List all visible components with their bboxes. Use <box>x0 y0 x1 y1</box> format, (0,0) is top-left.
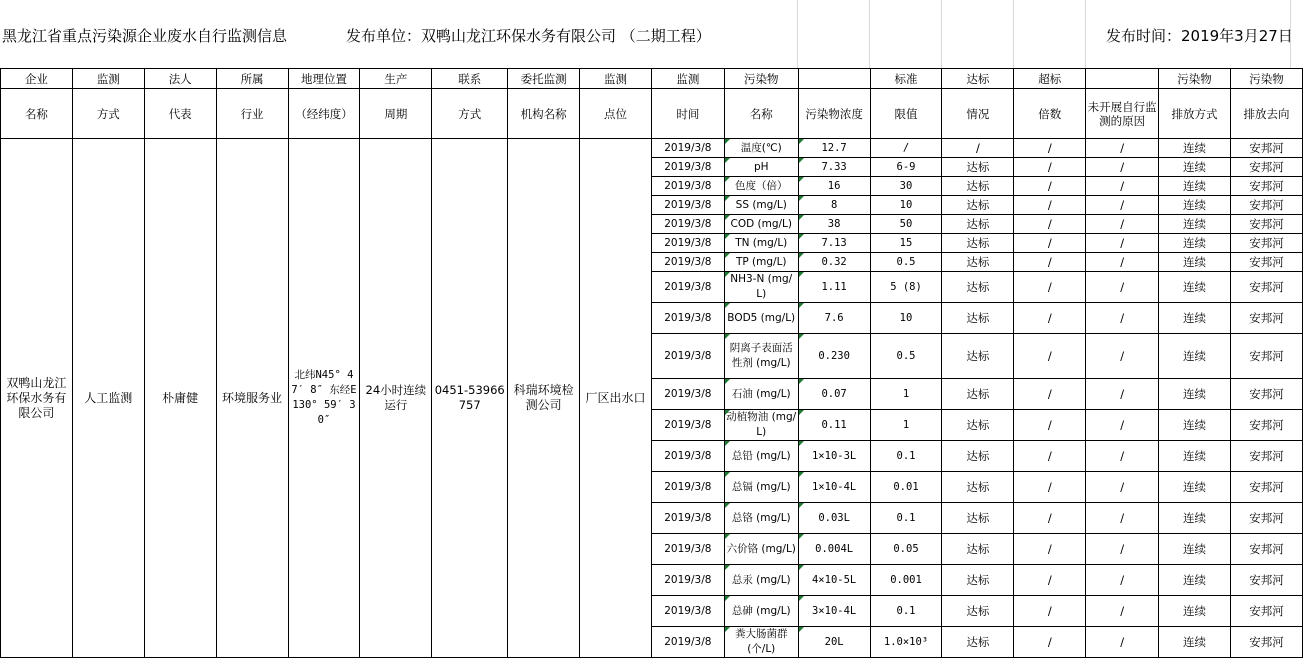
exceed-cell[interactable]: / <box>1014 627 1086 658</box>
time-cell[interactable]: 2019/3/8 <box>651 410 724 441</box>
pollutant-cell[interactable]: COD (mg/L) <box>724 215 798 234</box>
reason-cell[interactable]: / <box>1086 334 1159 379</box>
discharge-dest-cell[interactable]: 安邦河 <box>1230 334 1302 379</box>
discharge-mode-cell[interactable]: 连续 <box>1159 334 1231 379</box>
discharge-mode-cell[interactable]: 连续 <box>1159 379 1231 410</box>
discharge-dest-cell[interactable]: 安邦河 <box>1230 503 1302 534</box>
reason-cell[interactable]: / <box>1086 627 1159 658</box>
time-cell[interactable]: 2019/3/8 <box>651 627 724 658</box>
gridline <box>941 0 942 68</box>
exceed-cell[interactable]: / <box>1014 410 1086 441</box>
pollutant-cell[interactable]: pH <box>724 158 798 177</box>
discharge-dest-cell[interactable]: 安邦河 <box>1230 410 1302 441</box>
limit-cell[interactable]: 1.0×10³ <box>870 627 942 658</box>
discharge-mode-cell[interactable]: 连续 <box>1159 158 1231 177</box>
discharge-dest-cell[interactable]: 安邦河 <box>1230 215 1302 234</box>
discharge-mode-cell[interactable]: 连续 <box>1159 503 1231 534</box>
header-cell-top[interactable]: 生产 <box>360 69 432 89</box>
header-cell-top[interactable] <box>1086 69 1159 89</box>
legal-rep-cell[interactable]: 朴庸健 <box>144 139 216 658</box>
limit-cell[interactable]: 0.1 <box>870 503 942 534</box>
concentration-cell[interactable]: 0.03L <box>798 503 870 534</box>
discharge-dest-cell[interactable]: 安邦河 <box>1230 534 1302 565</box>
header-cell-bottom[interactable]: 限值 <box>870 89 942 139</box>
concentration-cell[interactable]: 4×10-5L <box>798 565 870 596</box>
header-cell-top[interactable]: 监测 <box>651 69 724 89</box>
time-cell[interactable]: 2019/3/8 <box>651 303 724 334</box>
reason-cell[interactable]: / <box>1086 379 1159 410</box>
pollutant-cell[interactable]: 总镉 (mg/L) <box>724 472 798 503</box>
header-cell-bottom[interactable]: 时间 <box>651 89 724 139</box>
table-row <box>1 139 1303 158</box>
time-cell[interactable]: 2019/3/8 <box>651 253 724 272</box>
limit-cell[interactable]: 0.001 <box>870 565 942 596</box>
discharge-mode-cell[interactable]: 连续 <box>1159 627 1231 658</box>
discharge-mode-cell[interactable]: 连续 <box>1159 410 1231 441</box>
time-cell[interactable]: 2019/3/8 <box>651 534 724 565</box>
reason-cell[interactable]: / <box>1086 139 1159 158</box>
pollutant-cell[interactable]: 粪大肠菌群 (个/L) <box>724 627 798 658</box>
concentration-cell[interactable]: 0.32 <box>798 253 870 272</box>
status-cell[interactable]: 达标 <box>942 534 1014 565</box>
gridline <box>797 0 798 68</box>
pollutant-cell[interactable]: BOD5 (mg/L) <box>724 303 798 334</box>
reason-cell[interactable]: / <box>1086 158 1159 177</box>
exceed-cell[interactable]: / <box>1014 215 1086 234</box>
header-cell-top[interactable]: 污染物 <box>1230 69 1302 89</box>
concentration-cell[interactable]: 7.6 <box>798 303 870 334</box>
concentration-cell[interactable]: 1×10-4L <box>798 472 870 503</box>
reason-cell[interactable]: / <box>1086 503 1159 534</box>
pollutant-cell[interactable]: 六价铬 (mg/L) <box>724 534 798 565</box>
discharge-mode-cell[interactable]: 连续 <box>1159 272 1231 303</box>
pollutant-cell[interactable]: 总汞 (mg/L) <box>724 565 798 596</box>
reason-cell[interactable]: / <box>1086 565 1159 596</box>
concentration-cell[interactable]: 12.7 <box>798 139 870 158</box>
discharge-dest-cell[interactable]: 安邦河 <box>1230 303 1302 334</box>
limit-cell[interactable]: 6-9 <box>870 158 942 177</box>
reason-cell[interactable]: / <box>1086 441 1159 472</box>
status-cell[interactable]: 达标 <box>942 503 1014 534</box>
concentration-cell[interactable]: 1×10-3L <box>798 441 870 472</box>
status-cell[interactable]: 达标 <box>942 441 1014 472</box>
discharge-dest-cell[interactable]: 安邦河 <box>1230 158 1302 177</box>
discharge-mode-cell[interactable]: 连续 <box>1159 234 1231 253</box>
header-cell-top[interactable]: 标准 <box>870 69 942 89</box>
exceed-cell[interactable]: / <box>1014 503 1086 534</box>
location-cell[interactable]: 北纬N45° 47′ 8″ 东经E130° 59′ 30″ <box>288 139 360 658</box>
exceed-cell[interactable]: / <box>1014 596 1086 627</box>
header-cell-top[interactable]: 超标 <box>1014 69 1086 89</box>
discharge-dest-cell[interactable]: 安邦河 <box>1230 472 1302 503</box>
status-cell[interactable]: 达标 <box>942 272 1014 303</box>
limit-cell[interactable]: 1 <box>870 379 942 410</box>
reason-cell[interactable]: / <box>1086 534 1159 565</box>
header-cell-bottom[interactable]: 方式 <box>72 89 144 139</box>
time-cell[interactable]: 2019/3/8 <box>651 272 724 303</box>
pollutant-cell[interactable]: NH3-N (mg/L) <box>724 272 798 303</box>
discharge-dest-cell[interactable]: 安邦河 <box>1230 596 1302 627</box>
time-cell[interactable]: 2019/3/8 <box>651 139 724 158</box>
header-cell-bottom[interactable]: 倍数 <box>1014 89 1086 139</box>
status-cell[interactable]: 达标 <box>942 334 1014 379</box>
header-cell-bottom[interactable]: 机构名称 <box>508 89 580 139</box>
concentration-cell[interactable]: 7.13 <box>798 234 870 253</box>
header-cell-bottom[interactable]: 情况 <box>942 89 1014 139</box>
exceed-cell[interactable]: / <box>1014 177 1086 196</box>
pollutant-cell[interactable]: 色度（倍） <box>724 177 798 196</box>
discharge-dest-cell[interactable]: 安邦河 <box>1230 139 1302 158</box>
exceed-cell[interactable]: / <box>1014 139 1086 158</box>
exceed-cell[interactable]: / <box>1014 196 1086 215</box>
pollutant-cell[interactable]: 石油 (mg/L) <box>724 379 798 410</box>
time-cell[interactable]: 2019/3/8 <box>651 565 724 596</box>
status-cell[interactable]: 达标 <box>942 253 1014 272</box>
reason-cell[interactable]: / <box>1086 410 1159 441</box>
concentration-cell[interactable]: 38 <box>798 215 870 234</box>
header-cell-top[interactable]: 联系 <box>432 69 508 89</box>
reason-cell[interactable]: / <box>1086 472 1159 503</box>
header-row-1 <box>1 69 1303 89</box>
discharge-dest-cell[interactable]: 安邦河 <box>1230 234 1302 253</box>
concentration-cell[interactable]: 0.230 <box>798 334 870 379</box>
limit-cell[interactable]: 0.1 <box>870 596 942 627</box>
discharge-mode-cell[interactable]: 连续 <box>1159 139 1231 158</box>
pollutant-cell[interactable]: 温度(℃) <box>724 139 798 158</box>
exceed-cell[interactable]: / <box>1014 158 1086 177</box>
publisher: 发布单位：双鸭山龙江环保水务有限公司 （二期工程） <box>346 27 711 45</box>
exceed-cell[interactable]: / <box>1014 565 1086 596</box>
header-cell-top[interactable]: 污染物 <box>724 69 798 89</box>
limit-cell[interactable]: 0.1 <box>870 441 942 472</box>
pollutant-cell[interactable]: 总铬 (mg/L) <box>724 503 798 534</box>
time-cell[interactable]: 2019/3/8 <box>651 379 724 410</box>
monitoring-table <box>0 68 1303 658</box>
discharge-mode-cell[interactable]: 连续 <box>1159 303 1231 334</box>
gridline <box>869 0 870 68</box>
pollutant-cell[interactable]: 总砷 (mg/L) <box>724 596 798 627</box>
limit-cell[interactable]: 1 <box>870 410 942 441</box>
discharge-dest-cell[interactable]: 安邦河 <box>1230 565 1302 596</box>
discharge-dest-cell[interactable]: 安邦河 <box>1230 272 1302 303</box>
exceed-cell[interactable]: / <box>1014 272 1086 303</box>
status-cell[interactable]: 达标 <box>942 596 1014 627</box>
header-cell-bottom[interactable]: 污染物浓度 <box>798 89 870 139</box>
status-cell[interactable]: 达标 <box>942 196 1014 215</box>
discharge-mode-cell[interactable]: 连续 <box>1159 253 1231 272</box>
header-cell-bottom[interactable]: 行业 <box>216 89 288 139</box>
gridline <box>1013 0 1014 68</box>
limit-cell[interactable]: 10 <box>870 303 942 334</box>
exceed-cell[interactable]: / <box>1014 253 1086 272</box>
reason-cell[interactable]: / <box>1086 215 1159 234</box>
header-cell-bottom[interactable]: 方式 <box>432 89 508 139</box>
limit-cell[interactable]: 0.05 <box>870 534 942 565</box>
concentration-cell[interactable]: 0.07 <box>798 379 870 410</box>
concentration-cell[interactable]: 8 <box>798 196 870 215</box>
header-cell-bottom[interactable]: 点位 <box>580 89 652 139</box>
industry-cell[interactable]: 环境服务业 <box>216 139 288 658</box>
time-cell[interactable]: 2019/3/8 <box>651 177 724 196</box>
discharge-mode-cell[interactable]: 连续 <box>1159 534 1231 565</box>
header-cell-top[interactable]: 达标 <box>942 69 1014 89</box>
discharge-dest-cell[interactable]: 安邦河 <box>1230 627 1302 658</box>
header-cell-top[interactable]: 监测 <box>72 69 144 89</box>
concentration-cell[interactable]: 0.004L <box>798 534 870 565</box>
status-cell[interactable]: 达标 <box>942 472 1014 503</box>
limit-cell[interactable]: 10 <box>870 196 942 215</box>
limit-cell[interactable]: 5 (8) <box>870 272 942 303</box>
pollutant-cell[interactable]: 总铅 (mg/L) <box>724 441 798 472</box>
concentration-cell[interactable]: 16 <box>798 177 870 196</box>
status-cell[interactable]: 达标 <box>942 177 1014 196</box>
time-cell[interactable]: 2019/3/8 <box>651 334 724 379</box>
time-cell[interactable]: 2019/3/8 <box>651 215 724 234</box>
status-cell[interactable]: 达标 <box>942 215 1014 234</box>
discharge-mode-cell[interactable]: 连续 <box>1159 177 1231 196</box>
status-cell[interactable]: 达标 <box>942 379 1014 410</box>
agency-cell[interactable]: 科瑞环境检测公司 <box>508 139 580 658</box>
header-cell-bottom[interactable]: 排放去向 <box>1230 89 1302 139</box>
exceed-cell[interactable]: / <box>1014 441 1086 472</box>
cycle-cell[interactable]: 24小时连续运行 <box>360 139 432 658</box>
discharge-dest-cell[interactable]: 安邦河 <box>1230 177 1302 196</box>
status-cell[interactable]: / <box>942 139 1014 158</box>
time-cell[interactable]: 2019/3/8 <box>651 234 724 253</box>
limit-cell[interactable]: 0.5 <box>870 253 942 272</box>
discharge-mode-cell[interactable]: 连续 <box>1159 215 1231 234</box>
time-cell[interactable]: 2019/3/8 <box>651 472 724 503</box>
publish-date: 发布时间：2019年3月27日 <box>1106 27 1293 45</box>
header-cell-bottom[interactable]: 排放方式 <box>1159 89 1231 139</box>
sheet-title: 黑龙江省重点污染源企业废水自行监测信息 <box>2 27 288 45</box>
point-cell[interactable]: 厂区出水口 <box>580 139 652 658</box>
header-cell-top[interactable]: 监测 <box>580 69 652 89</box>
exceed-cell[interactable]: / <box>1014 334 1086 379</box>
discharge-mode-cell[interactable]: 连续 <box>1159 441 1231 472</box>
header-cell-top[interactable] <box>798 69 870 89</box>
time-cell[interactable]: 2019/3/8 <box>651 441 724 472</box>
header-cell-top[interactable]: 委托监测 <box>508 69 580 89</box>
header-cell-bottom[interactable]: （经纬度） <box>288 89 360 139</box>
gridline <box>1085 0 1086 68</box>
time-cell[interactable]: 2019/3/8 <box>651 158 724 177</box>
pollutant-cell[interactable]: SS (mg/L) <box>724 196 798 215</box>
header-cell-bottom[interactable]: 名称 <box>1 89 73 139</box>
pollutant-cell[interactable]: 阴离子表面活性剂 (mg/L) <box>724 334 798 379</box>
discharge-dest-cell[interactable]: 安邦河 <box>1230 379 1302 410</box>
header-cell-bottom[interactable]: 名称 <box>724 89 798 139</box>
reason-cell[interactable]: / <box>1086 303 1159 334</box>
header-cell-top[interactable]: 污染物 <box>1159 69 1231 89</box>
concentration-cell[interactable]: 1.11 <box>798 272 870 303</box>
pollutant-cell[interactable]: 动植物油 (mg/L) <box>724 410 798 441</box>
concentration-cell[interactable]: 3×10-4L <box>798 596 870 627</box>
limit-cell[interactable]: / <box>870 139 942 158</box>
company-name-cell[interactable]: 双鸭山龙江环保水务有限公司 <box>1 139 73 658</box>
exceed-cell[interactable]: / <box>1014 379 1086 410</box>
concentration-cell[interactable]: 20L <box>798 627 870 658</box>
header-cell-top[interactable]: 法人 <box>144 69 216 89</box>
time-cell[interactable]: 2019/3/8 <box>651 196 724 215</box>
status-cell[interactable]: 达标 <box>942 410 1014 441</box>
header-cell-bottom[interactable]: 未开展自行监测的原因 <box>1086 89 1159 139</box>
header-cell-bottom[interactable]: 代表 <box>144 89 216 139</box>
time-cell[interactable]: 2019/3/8 <box>651 503 724 534</box>
reason-cell[interactable]: / <box>1086 177 1159 196</box>
concentration-cell[interactable]: 0.11 <box>798 410 870 441</box>
discharge-mode-cell[interactable]: 连续 <box>1159 472 1231 503</box>
status-cell[interactable]: 达标 <box>942 234 1014 253</box>
discharge-mode-cell[interactable]: 连续 <box>1159 596 1231 627</box>
status-cell[interactable]: 达标 <box>942 565 1014 596</box>
status-cell[interactable]: 达标 <box>942 303 1014 334</box>
limit-cell[interactable]: 0.01 <box>870 472 942 503</box>
limit-cell[interactable]: 30 <box>870 177 942 196</box>
time-cell[interactable]: 2019/3/8 <box>651 596 724 627</box>
monitoring-method-cell[interactable]: 人工监测 <box>72 139 144 658</box>
header-cell-top[interactable]: 企业 <box>1 69 73 89</box>
header-cell-top[interactable]: 地理位置 <box>288 69 360 89</box>
reason-cell[interactable]: / <box>1086 272 1159 303</box>
limit-cell[interactable]: 50 <box>870 215 942 234</box>
discharge-dest-cell[interactable]: 安邦河 <box>1230 196 1302 215</box>
limit-cell[interactable]: 15 <box>870 234 942 253</box>
reason-cell[interactable]: / <box>1086 196 1159 215</box>
discharge-mode-cell[interactable]: 连续 <box>1159 565 1231 596</box>
exceed-cell[interactable]: / <box>1014 472 1086 503</box>
discharge-mode-cell[interactable]: 连续 <box>1159 196 1231 215</box>
status-cell[interactable]: 达标 <box>942 627 1014 658</box>
header-row-2 <box>1 89 1303 139</box>
concentration-cell[interactable]: 7.33 <box>798 158 870 177</box>
pollutant-cell[interactable]: TN (mg/L) <box>724 234 798 253</box>
exceed-cell[interactable]: / <box>1014 303 1086 334</box>
reason-cell[interactable]: / <box>1086 596 1159 627</box>
status-cell[interactable]: 达标 <box>942 158 1014 177</box>
header-cell-bottom[interactable]: 周期 <box>360 89 432 139</box>
contact-cell[interactable]: 0451-53966757 <box>432 139 508 658</box>
reason-cell[interactable]: / <box>1086 253 1159 272</box>
discharge-dest-cell[interactable]: 安邦河 <box>1230 253 1302 272</box>
title-row <box>0 0 1303 68</box>
limit-cell[interactable]: 0.5 <box>870 334 942 379</box>
header-cell-top[interactable]: 所属 <box>216 69 288 89</box>
reason-cell[interactable]: / <box>1086 234 1159 253</box>
exceed-cell[interactable]: / <box>1014 534 1086 565</box>
discharge-dest-cell[interactable]: 安邦河 <box>1230 441 1302 472</box>
pollutant-cell[interactable]: TP (mg/L) <box>724 253 798 272</box>
exceed-cell[interactable]: / <box>1014 234 1086 253</box>
